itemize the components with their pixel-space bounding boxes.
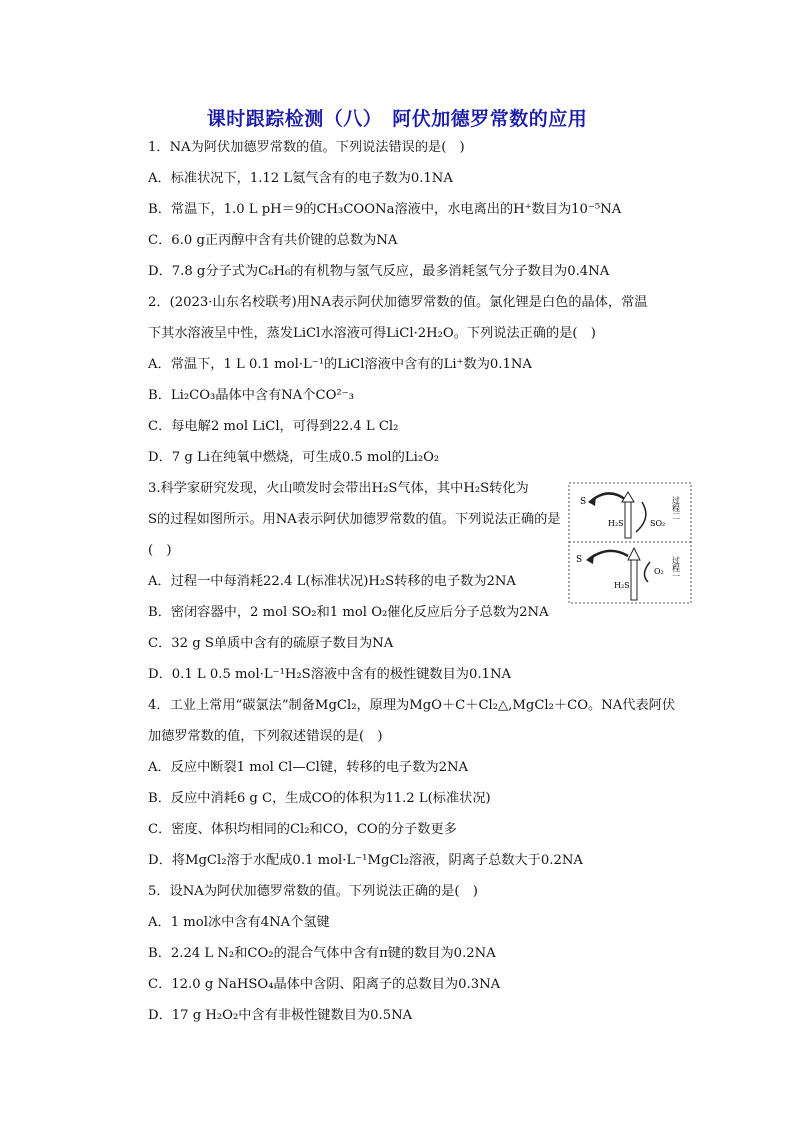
q5-option-c: C．12.0 g NaHSO₄晶体中含阴、阳离子的总数目为0.3NA	[148, 977, 501, 992]
q1-option-c: C．6.0 g正丙醇中含有共价键的总数为NA	[148, 233, 398, 248]
q3-option-c: C．32 g S单质中含有的硫原子数目为NA	[148, 636, 394, 651]
question-3-stem-cont2: ( )	[148, 543, 172, 558]
q3-option-b: B．密闭容器中，2 mol SO₂和1 mol O₂催化反应后分子总数为2NA	[148, 605, 549, 620]
q1-option-b: B．常温下，1.0 L pH＝9的CH₃COONa溶液中，水电离出的H⁺数目为10⁻⁵NA	[148, 202, 622, 217]
bottom-curved-arrowhead	[586, 554, 594, 564]
q3-option-d: D．0.1 L 0.5 mol·L⁻¹H₂S溶液中含有的极性键数目为0.1NA	[148, 667, 512, 682]
top-h2s-label: H₂S	[608, 519, 624, 528]
q1-option-a: A．标准状况下，1.12 L氦气含有的电子数为0.1NA	[148, 171, 453, 186]
question-3-stem-cont: S的过程如图所示。用NA表示阿伏加德罗常数的值。下列说法正确的是	[148, 512, 561, 527]
bottom-curved-arrow	[588, 551, 628, 560]
q5-option-b: B．2.24 L N₂和CO₂的混合气体中含有π键的数目为0.2NA	[148, 946, 496, 961]
q4-option-d: D．将MgCl₂溶于水配成0.1 mol·L⁻¹MgCl₂溶液，阴离子总数大于0.2NA	[148, 853, 583, 868]
question-3-stem: 3.科学家研究发现，火山喷发时会带出H₂S气体，其中H₂S转化为	[148, 481, 529, 496]
q4-option-a: A．反应中断裂1 mol Cl—Cl键，转移的电子数为2NA	[148, 760, 469, 775]
o2-curved-arrow	[644, 562, 650, 582]
page-title: 课时跟踪检测（八） 阿伏加德罗常数的应用	[206, 108, 588, 130]
q4-option-c: C．密度、体积均相同的Cl₂和CO，CO的分子数更多	[148, 822, 457, 837]
so2-curved-arrow	[636, 502, 646, 532]
question-5-stem: 5．设NA为阿伏加德罗常数的值。下列说法正确的是( )	[148, 884, 478, 899]
q4-option-b: B．反应中消耗6 g C，生成CO的体积为11.2 L(标准状况)	[148, 791, 491, 806]
process-one-label: 过程一	[671, 556, 681, 580]
q2-option-c: C．每电解2 mol LiCl，可得到22.4 L Cl₂	[148, 419, 399, 434]
question-2-stem-cont: 下其水溶液呈中性，蒸发LiCl水溶液可得LiCl·2H₂O。下列说法正确的是( )	[148, 326, 596, 341]
h2s-conversion-diagram	[568, 482, 692, 604]
q5-option-d: D．17 g H₂O₂中含有非极性键数目为0.5NA	[148, 1008, 413, 1023]
q3-option-a: A．过程一中每消耗22.4 L(标准状况)H₂S转移的电子数为2NA	[148, 574, 516, 589]
question-4-stem-cont: 加德罗常数的值，下列叙述错误的是( )	[148, 729, 383, 744]
top-vertical-arrow-shaft	[625, 500, 631, 538]
o2-label: O₂	[654, 567, 664, 576]
top-curved-arrowhead	[588, 496, 596, 506]
top-s-label: S	[580, 497, 587, 507]
bottom-vertical-arrowhead	[628, 548, 640, 560]
process-two-label: 过程二	[671, 496, 681, 520]
bottom-h2s-label: H₂S	[614, 581, 630, 590]
q5-option-a: A．1 mol冰中含有4NA个氢键	[148, 915, 330, 930]
bottom-vertical-arrow-shaft	[631, 558, 637, 600]
q1-option-d: D．7.8 g分子式为C₆H₆的有机物与氢气反应，最多消耗氢气分子数目为0.4NA	[148, 264, 610, 279]
question-2-stem: 2．(2023·山东名校联考)用NA表示阿伏加德罗常数的值。氯化锂是白色的晶体，常温	[148, 295, 648, 310]
q2-option-b: B．Li₂CO₃晶体中含有NA个CO²⁻₃	[148, 388, 354, 403]
q2-option-a: A．常温下，1 L 0.1 mol·L⁻¹的LiCl溶液中含有的Li⁺数为0.1NA	[148, 357, 532, 372]
question-1-stem: 1．NA为阿伏加德罗常数的值。下列说法错误的是( )	[148, 140, 465, 155]
bottom-s-label: S	[576, 555, 583, 565]
q2-option-d: D．7 g Li在纯氧中燃烧，可生成0.5 mol的Li₂O₂	[148, 450, 440, 465]
question-4-stem: 4．工业上常用“碳氯法”制备MgCl₂，原理为MgO＋C＋Cl₂△,MgCl₂＋CO。NA代表阿伏	[148, 698, 676, 713]
so2-label: SO₂	[650, 519, 666, 528]
